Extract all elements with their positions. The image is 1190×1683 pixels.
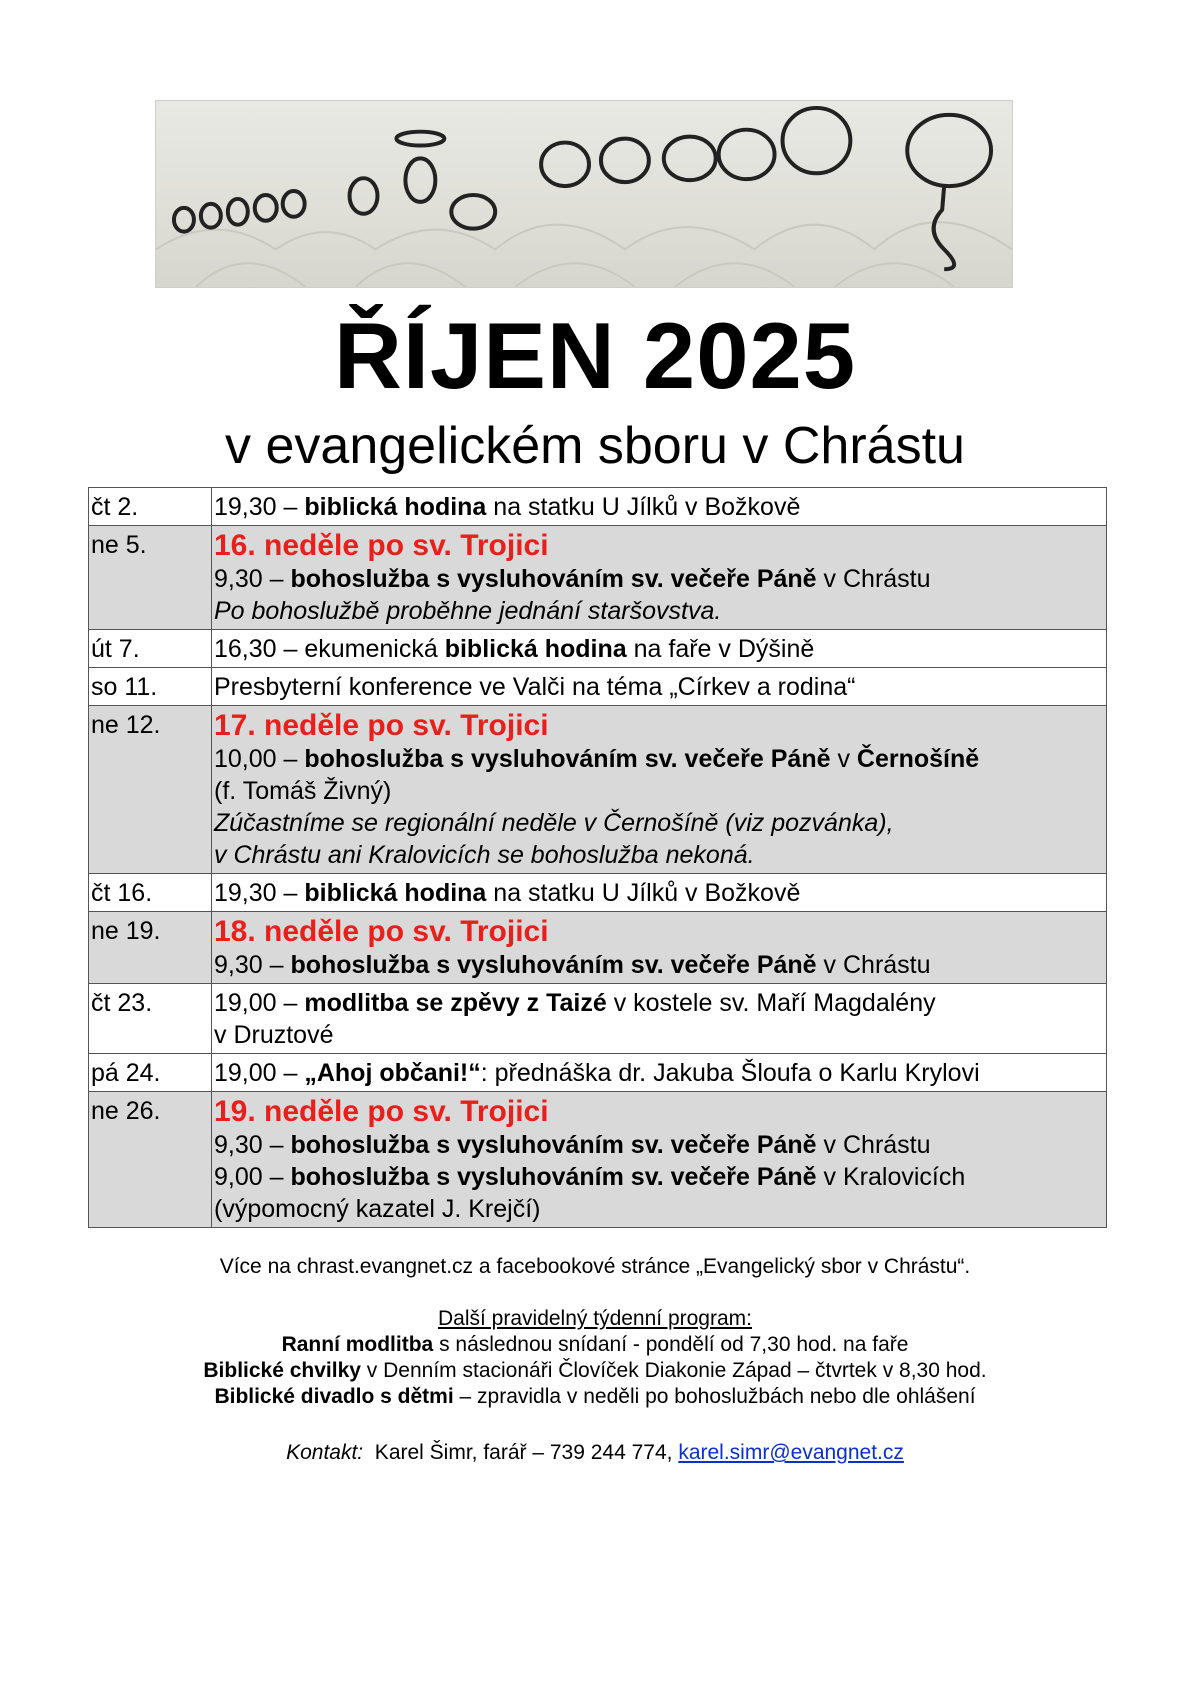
- event-text: 9,30 –: [214, 951, 291, 979]
- event-text: v kostele sv. Maří Magdalény: [606, 989, 936, 1017]
- schedule-row: [89, 1092, 1107, 1228]
- event-text: 10,00 –: [214, 745, 305, 773]
- schedule-date: čt 2.: [89, 488, 212, 526]
- sunday-heading: 19. neděle po sv. Trojici: [214, 1095, 549, 1128]
- event-text: (výpomocný kazatel J. Krejčí): [214, 1195, 541, 1223]
- event-line: [214, 491, 1104, 523]
- event-text: 19,00 –: [214, 1059, 305, 1087]
- event-line: [214, 1129, 1104, 1161]
- event-line: [214, 1019, 1104, 1051]
- event-text: 9,30 –: [214, 565, 291, 593]
- event-line: [214, 987, 1104, 1019]
- schedule-date: so 11.: [89, 668, 212, 706]
- schedule-body: [89, 488, 1107, 1228]
- event-line: [214, 563, 1104, 595]
- event-line: [214, 1161, 1104, 1193]
- event-text: 9,30 –: [214, 1131, 291, 1159]
- schedule-row: [89, 488, 1107, 526]
- event-highlight: bohoslužba s vysluhováním sv. večeře Páně: [290, 1131, 817, 1159]
- contact-email-link[interactable]: karel.simr@evangnet.cz: [678, 1441, 904, 1464]
- event-text: : přednáška dr. Jakuba Šloufa o Karlu Krylovi: [480, 1059, 980, 1087]
- schedule-row: [89, 912, 1107, 984]
- schedule-row: [89, 526, 1107, 630]
- schedule-date: ne 19.: [89, 912, 212, 984]
- schedule-info: [212, 984, 1107, 1054]
- event-highlight: biblická hodina: [304, 879, 487, 907]
- weekly-program-heading: Další pravidelný týdenní program:: [438, 1307, 752, 1330]
- event-text: 19,30 –: [214, 879, 305, 907]
- event-highlight: biblická hodina: [444, 635, 627, 663]
- weekly-item-2: [0, 1384, 1190, 1410]
- event-highlight: bohoslužba s vysluhováním sv. večeře Páně: [290, 951, 817, 979]
- event-text: (f. Tomáš Živný): [214, 777, 392, 805]
- weekly-item-0: [0, 1332, 1190, 1358]
- sunday-heading: 17. neděle po sv. Trojici: [214, 709, 549, 742]
- schedule-date: ne 12.: [89, 706, 212, 874]
- schedule-info: [212, 668, 1107, 706]
- weekly-item-text: – zpravidla v neděli po bohoslužbách nebo dle ohlášení: [453, 1385, 976, 1408]
- event-highlight: „Ahoj občani!“: [304, 1059, 481, 1087]
- event-text: v Chrástu: [816, 1131, 931, 1159]
- weekly-item-text: s následnou snídaní - pondělí od 7,30 hod. na faře: [433, 1333, 909, 1356]
- weekly-item-title: Biblické chvilky: [203, 1359, 361, 1382]
- schedule-date: út 7.: [89, 630, 212, 668]
- event-highlight: biblická hodina: [304, 493, 487, 521]
- schedule-table: [88, 487, 1107, 1228]
- schedule-row: [89, 630, 1107, 668]
- weekly-item-title: Biblické divadlo s dětmi: [214, 1385, 454, 1408]
- schedule-info: [212, 874, 1107, 912]
- weekly-item-1: [0, 1358, 1190, 1384]
- schedule-info: [212, 1054, 1107, 1092]
- contact-label: Kontakt:: [286, 1441, 364, 1464]
- event-highlight: Černošíně: [856, 745, 980, 773]
- schedule-date: ne 5.: [89, 526, 212, 630]
- contact-text: Karel Šimr, farář – 739 244 774,: [363, 1441, 679, 1464]
- schedule-info: [212, 912, 1107, 984]
- event-text: na faře v Dýšině: [626, 635, 815, 663]
- event-line: [214, 775, 1104, 807]
- schedule-date: čt 16.: [89, 874, 212, 912]
- event-text: 16,30 – ekumenická: [214, 635, 445, 663]
- event-text: 9,00 –: [214, 1163, 291, 1191]
- schedule-info: [212, 526, 1107, 630]
- weekly-item-text: v Denním stacionáři Človíček Diakonie Západ – čtvrtek v 8,30 hod.: [360, 1359, 987, 1382]
- schedule-date: pá 24.: [89, 1054, 212, 1092]
- event-highlight: modlitba se zpěvy z Taizé: [304, 989, 607, 1017]
- event-text: v Chrástu: [816, 565, 931, 593]
- schedule-row: [89, 984, 1107, 1054]
- event-line: [214, 743, 1104, 775]
- sunday-heading: 16. neděle po sv. Trojici: [214, 529, 549, 562]
- schedule-row: [89, 874, 1107, 912]
- schedule-date: ne 26.: [89, 1092, 212, 1228]
- sunday-heading: 18. neděle po sv. Trojici: [214, 915, 549, 948]
- header-sketch-image: [155, 100, 1013, 288]
- event-text: Presbyterní konference ve Valči na téma „Církev a rodina“: [214, 673, 856, 701]
- event-text: na statku U Jílků v Božkově: [486, 493, 801, 521]
- event-line: [214, 671, 1104, 703]
- schedule-row: [89, 1054, 1107, 1092]
- event-highlight: bohoslužba s vysluhováním sv. večeře Páně: [290, 1163, 817, 1191]
- schedule-info: [212, 1092, 1107, 1228]
- page-title: ŘÍJEN 2025: [333, 303, 857, 408]
- sketch-of-faces-icon: [156, 101, 1012, 287]
- page-subtitle: v evangelickém sboru v Chrástu: [225, 417, 965, 475]
- event-note: Zúčastníme se regionální neděle v Černošíně (viz pozvánka),: [214, 809, 894, 837]
- more-info-line: Více na chrast.evangnet.cz a facebookové stránce „Evangelický sbor v Chrástu“.: [219, 1255, 971, 1278]
- event-text: v Kralovicích: [816, 1163, 966, 1191]
- schedule-info: [212, 630, 1107, 668]
- schedule-info: [212, 488, 1107, 526]
- weekly-item-title: Ranní modlitba: [281, 1333, 434, 1356]
- event-highlight: bohoslužba s vysluhováním sv. večeře Páně: [290, 565, 817, 593]
- event-line: [214, 949, 1104, 981]
- event-text: 19,30 –: [214, 493, 305, 521]
- schedule-row: [89, 706, 1107, 874]
- schedule-date: čt 23.: [89, 984, 212, 1054]
- event-text: v Druztové: [214, 1021, 334, 1049]
- schedule-info: [212, 706, 1107, 874]
- event-line: [214, 877, 1104, 909]
- event-note: Po bohoslužbě proběhne jednání staršovstva.: [214, 597, 722, 625]
- event-text: na statku U Jílků v Božkově: [486, 879, 801, 907]
- event-line: [214, 1193, 1104, 1225]
- event-line: [214, 1057, 1104, 1089]
- event-text: v Chrástu: [816, 951, 931, 979]
- event-highlight: bohoslužba s vysluhováním sv. večeře Páně: [304, 745, 831, 773]
- schedule-row: [89, 668, 1107, 706]
- event-line: [214, 633, 1104, 665]
- contact-line: [0, 1440, 1190, 1466]
- event-text: v: [830, 745, 857, 773]
- event-text: 19,00 –: [214, 989, 305, 1017]
- event-note: v Chrástu ani Kralovicích se bohoslužba nekoná.: [214, 841, 755, 869]
